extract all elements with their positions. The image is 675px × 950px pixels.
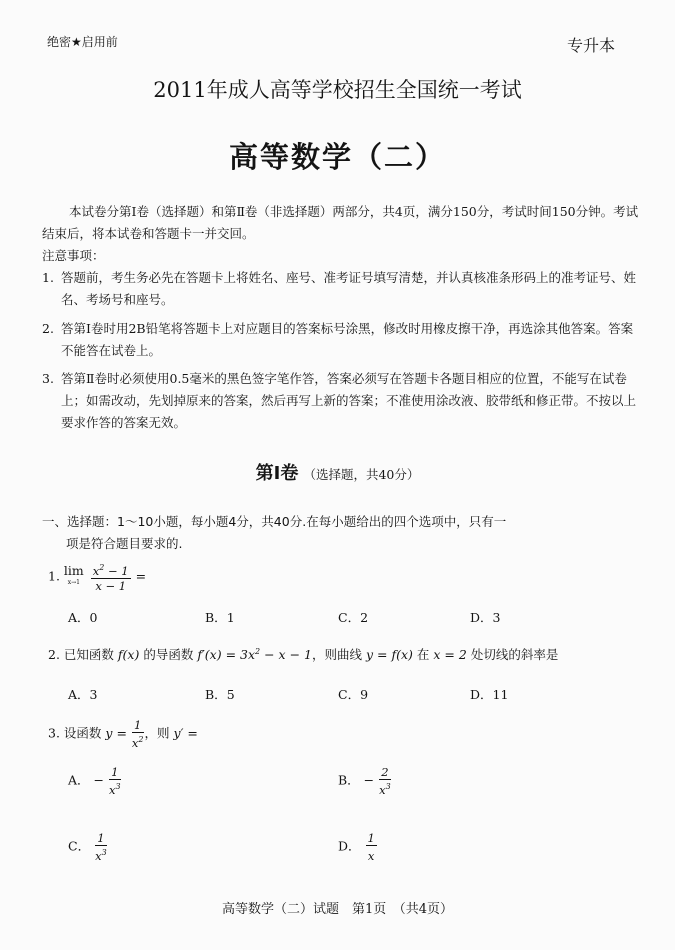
option-value: 5 bbox=[226, 687, 235, 702]
option-label: B． bbox=[338, 772, 360, 788]
question-1 bbox=[48, 561, 146, 593]
notice-text: 答第Ⅱ卷时必须使用0.5毫米的黑色签字笔作答，答案必须写在答题卡各题目相应的位置，不能写在试卷上；如需改动，先划掉原来的答案，然后再写上新的答案；不准使用涂改液、胶带纸和修正带。不按以上要求作答的答案无效。 bbox=[61, 371, 637, 430]
part-title: 第Ⅰ卷 bbox=[255, 463, 299, 484]
question-3 bbox=[48, 718, 198, 750]
denominator-exponent: 2 bbox=[138, 735, 144, 744]
notice-item bbox=[42, 318, 642, 362]
limit-subscript: x→1 bbox=[67, 578, 80, 586]
option-label: B． bbox=[205, 610, 227, 625]
numerator: 1 bbox=[109, 765, 121, 780]
notice-text: 答题前，考生务必先在答题卡上将姓名、座号、准考证号填写清楚，并认真核准条形码上的准考证号、姓名、考场号和座号。 bbox=[61, 270, 637, 307]
question-text: 设函数 bbox=[63, 725, 102, 741]
option-a[interactable] bbox=[68, 765, 122, 797]
section-instructions bbox=[42, 511, 632, 555]
numerator-rest: − 1 bbox=[104, 563, 129, 578]
math-expression bbox=[197, 647, 312, 662]
question-text: 在 bbox=[416, 647, 430, 662]
option-b[interactable] bbox=[205, 608, 235, 626]
question-number: 1. bbox=[48, 568, 60, 584]
option-d[interactable] bbox=[338, 831, 378, 863]
option-c[interactable] bbox=[68, 831, 108, 863]
fraction bbox=[95, 831, 107, 863]
notice-number: 2. bbox=[42, 321, 54, 336]
option-value: 9 bbox=[360, 687, 369, 702]
option-value: 0 bbox=[89, 610, 98, 625]
intro-paragraph: 本试卷分第Ⅰ卷（选择题）和第Ⅱ卷（非选择题）两部分，共4页，满分150分，考试时间150分钟。考试结束后，将本试卷和答题卡一并交回。 bbox=[42, 204, 639, 241]
numerator: 1 bbox=[367, 831, 375, 845]
math-expression: y = f(x) bbox=[365, 647, 413, 662]
exam-title: 2011年成人高等学校招生全国统一考试 bbox=[153, 78, 522, 102]
notice-text: 答第Ⅰ卷时用2B铅笔将答题卡上对应题目的答案标号涂黑，修改时用橡皮擦干净，再选涂其他答案。答案不能答在试卷上。 bbox=[61, 321, 634, 358]
fraction bbox=[379, 765, 391, 797]
math-expression: y′ = bbox=[173, 725, 198, 741]
notice-number: 3. bbox=[42, 371, 54, 386]
option-sign: − bbox=[93, 772, 104, 788]
denominator-exponent: 3 bbox=[385, 782, 391, 791]
denominator-base: x bbox=[108, 782, 116, 797]
question-text: ，则 bbox=[144, 725, 170, 741]
option-label: C． bbox=[338, 687, 361, 702]
notice-item bbox=[42, 368, 642, 434]
numerator: 2 bbox=[379, 765, 391, 780]
option-value: 11 bbox=[492, 687, 509, 702]
notice-item bbox=[42, 267, 642, 311]
option-sign: − bbox=[363, 772, 375, 788]
denominator-exponent: 3 bbox=[115, 782, 121, 791]
fraction bbox=[132, 718, 144, 750]
section-line-2: 项是符合题目要求的. bbox=[66, 536, 183, 551]
question-text: 处切线的斜率是 bbox=[470, 647, 559, 662]
question-text: 已知函数 bbox=[63, 647, 114, 662]
option-d[interactable] bbox=[470, 685, 508, 703]
section-line-1: 一、选择题：1～10小题，每小题4分，共40分.在每小题给出的四个选项中，只有一 bbox=[42, 514, 507, 529]
option-label: D． bbox=[338, 838, 361, 854]
numerator-exponent: 2 bbox=[99, 563, 105, 572]
notice-heading: 注意事项： bbox=[42, 248, 105, 263]
option-label: A． bbox=[68, 610, 90, 625]
option-label: C． bbox=[338, 610, 361, 625]
denominator-exponent: 3 bbox=[101, 848, 107, 857]
limit-operator bbox=[63, 562, 84, 589]
option-value: 3 bbox=[89, 687, 98, 702]
option-d[interactable] bbox=[470, 608, 500, 626]
option-a[interactable] bbox=[68, 608, 97, 626]
notice-number: 1. bbox=[42, 270, 54, 285]
option-b[interactable] bbox=[338, 765, 392, 797]
numerator: 1 bbox=[95, 831, 107, 846]
denominator-base: x bbox=[131, 735, 139, 750]
option-b[interactable] bbox=[205, 685, 235, 703]
option-a[interactable] bbox=[68, 685, 97, 703]
level-label: 专升本 bbox=[567, 36, 616, 55]
denominator: x − 1 bbox=[95, 578, 127, 593]
option-label: D． bbox=[470, 610, 493, 625]
math-expression: f(x) bbox=[117, 647, 140, 662]
option-value: 3 bbox=[492, 610, 501, 625]
option-label: D． bbox=[470, 687, 493, 702]
fraction bbox=[366, 831, 377, 863]
question-text: ，则曲线 bbox=[311, 647, 362, 662]
option-c[interactable] bbox=[338, 608, 368, 626]
part-heading bbox=[0, 459, 675, 485]
question-number: 2. bbox=[48, 647, 60, 662]
math-part: f′(x) = 3x bbox=[197, 647, 256, 662]
denominator-base: x bbox=[367, 848, 375, 863]
option-label: A． bbox=[68, 772, 90, 788]
question-2 bbox=[48, 645, 558, 663]
page-footer: 高等数学（二）试题 第1页 （共4页） bbox=[221, 902, 454, 917]
fraction bbox=[109, 765, 121, 797]
math-exponent: 2 bbox=[255, 646, 261, 656]
fraction bbox=[91, 561, 131, 593]
math-expression: x = 2 bbox=[433, 647, 467, 662]
equals-sign: = bbox=[135, 568, 147, 584]
option-label: C． bbox=[68, 838, 91, 854]
option-label: B． bbox=[205, 687, 227, 702]
subject-title: 高等数学（二） bbox=[228, 140, 446, 174]
question-number: 3. bbox=[48, 725, 60, 741]
numerator-base: x bbox=[92, 563, 100, 578]
denominator-base: x bbox=[95, 848, 102, 863]
part-subtitle: （选择题，共40分） bbox=[303, 467, 420, 482]
option-value: 2 bbox=[360, 610, 369, 625]
numerator: 1 bbox=[132, 718, 144, 733]
option-label: A． bbox=[68, 687, 90, 702]
option-c[interactable] bbox=[338, 685, 368, 703]
option-value: 1 bbox=[226, 610, 235, 625]
math-expression: y = bbox=[105, 725, 127, 741]
math-part: − x − 1 bbox=[260, 647, 312, 662]
confidential-label: 绝密★启用前 bbox=[47, 35, 118, 49]
question-text: 的导函数 bbox=[143, 647, 194, 662]
limit-symbol: lim bbox=[63, 562, 84, 578]
denominator-base: x bbox=[379, 782, 386, 797]
